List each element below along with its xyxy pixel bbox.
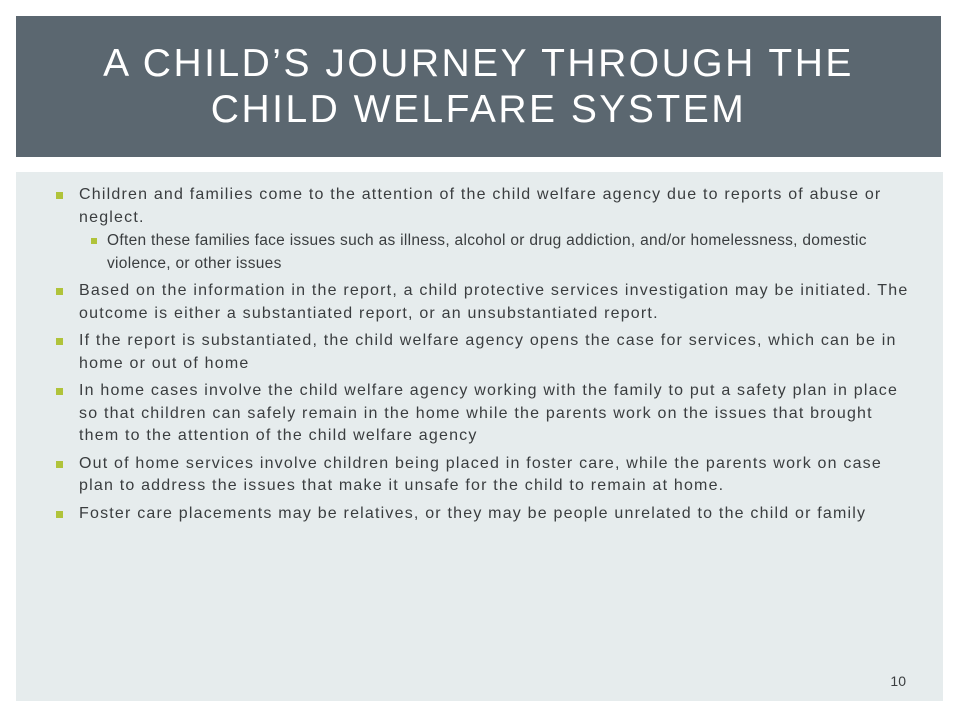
bullet-item xyxy=(54,184,914,275)
square-bullet-icon xyxy=(56,192,63,199)
bullet-text: In home cases involve the child welfare agency working with the family to put a safety plan in place so that children can safely remain in the home while the parents work on the issues that brought them to the attention of the child welfare agency xyxy=(79,382,899,444)
bullet-item xyxy=(54,280,914,325)
bullet-text: If the report is substantiated, the child welfare agency opens the case for services, which can be in home or out of home xyxy=(79,332,897,372)
bullet-item xyxy=(54,503,914,526)
square-bullet-icon xyxy=(56,388,63,395)
bullet-text: Out of home services involve children being placed in foster care, while the parents work on case plan to address the issues that make it unsafe for the child to remain at home. xyxy=(79,454,882,494)
bullet-text: Based on the information in the report, a child protective services investigation may be initiated. The outcome is either a substantiated report, or an unsubstantiated report. xyxy=(79,282,909,322)
bullet-item xyxy=(54,453,914,498)
title-bar xyxy=(16,16,941,157)
square-bullet-icon xyxy=(56,288,63,295)
bullet-item xyxy=(54,330,914,375)
bullet-text: Children and families come to the attention of the child welfare agency due to reports of abuse or neglect. xyxy=(79,186,882,226)
page-number: 10 xyxy=(890,673,906,689)
content-area xyxy=(16,172,943,701)
slide-title: A CHILD’S JOURNEY THROUGH THE CHILD WELFARE SYSTEM xyxy=(103,41,854,131)
square-bullet-icon xyxy=(56,511,63,518)
sub-bullet-text: Often these families face issues such as illness, alcohol or drug addiction, and/or homelessness, domestic violence, or other issues xyxy=(107,232,867,272)
sub-bullet-item xyxy=(79,230,914,275)
square-bullet-icon xyxy=(91,238,97,244)
square-bullet-icon xyxy=(56,338,63,345)
bullet-list xyxy=(54,184,914,530)
square-bullet-icon xyxy=(56,461,63,468)
bullet-text: Foster care placements may be relatives, or they may be people unrelated to the child or family xyxy=(79,504,867,522)
bullet-item xyxy=(54,380,914,448)
sub-bullet-list xyxy=(79,230,914,275)
